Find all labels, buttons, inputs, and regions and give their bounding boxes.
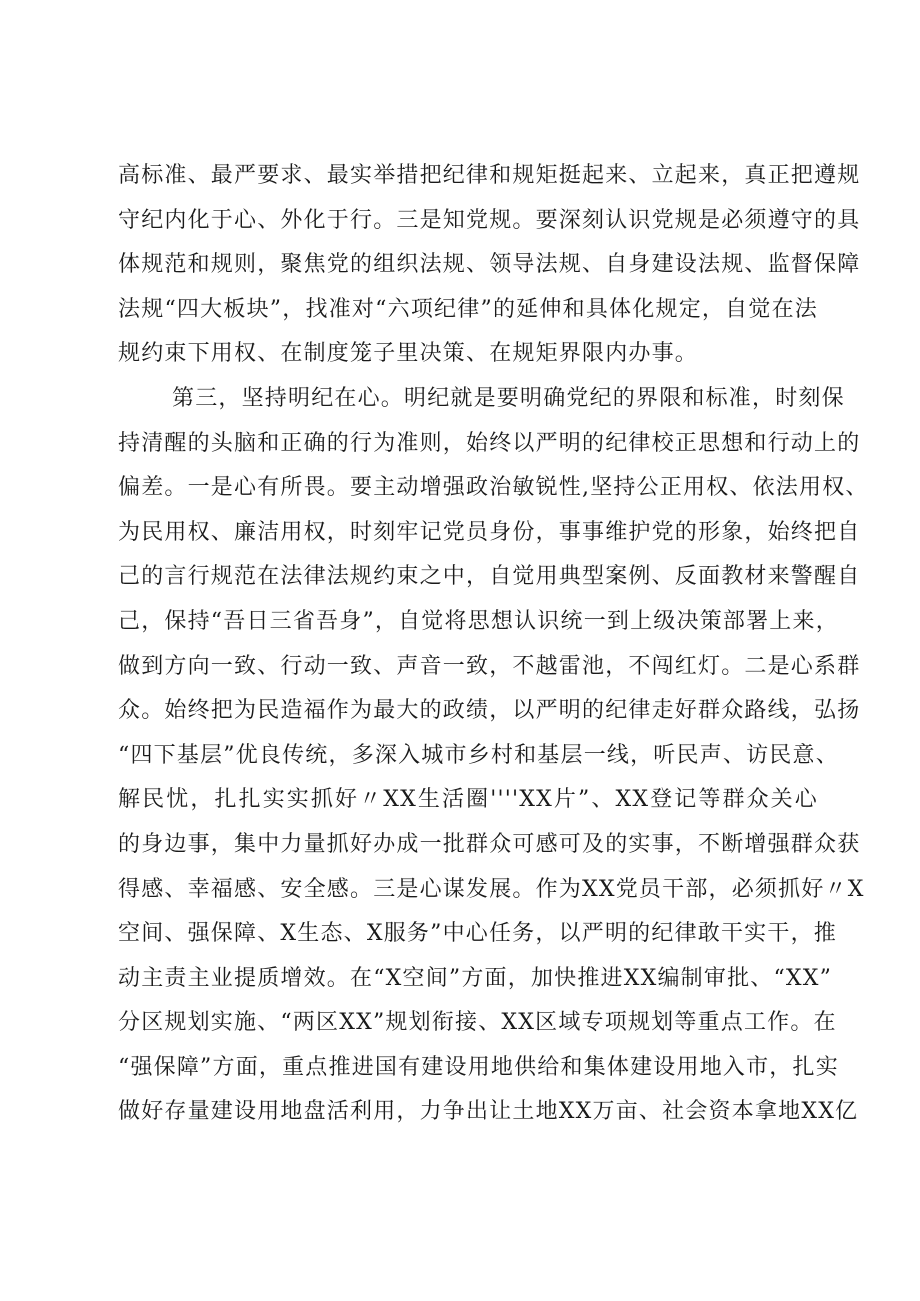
body-text [118, 154, 869, 1135]
text-line: 己，保持“吾日三省吾身”，自觉将思想认识统一到上级决策部署上来， [118, 608, 839, 634]
text-line: 众。始终把为民造福作为最大的政绩，以严明的纪律走好群众路线，弘扬 [118, 698, 861, 724]
text-line: 空间、强保障、X生态、X服务”中心任务，以严明的纪律敢干实干，推 [118, 921, 837, 947]
text-line: “四下基层”优良传统，多深入城市乡村和基层一线，听民声、访民意、 [118, 742, 839, 768]
text-line: 解民忧，扎扎实实抓好〃XX生活圈''''XX片”、XX登记等群众关心 [118, 787, 818, 813]
text-line: 动主责主业提质增效。在“X空间”方面，加快推进XX编制审批、“XX” [118, 965, 833, 991]
text-line: 己的言行规范在法律法规约束之中，自觉用典型案例、反面教材来警醒自 [118, 564, 861, 590]
text-line: 做好存量建设用地盘活利用，力争出让土地XX万亩、社会资本拿地XX亿 [118, 1099, 859, 1125]
text-line: 持清醒的头脑和正确的行为准则，始终以严明的纪律校正思想和行动上的 [118, 430, 861, 456]
text-line: 高标准、最严要求、最实举措把纪律和规矩挺起来、立起来，真正把遵规 [118, 163, 861, 188]
text-line: 分区规划实施、“两区XX”规划衔接、XX区域专项规划等重点工作。在 [118, 1010, 837, 1036]
text-line: “强保障”方面，重点推进国有建设用地供给和集体建设用地入市，扎实 [118, 1054, 839, 1080]
paragraph-start-line: 第三，坚持明纪在心。明纪就是要明确党纪的界限和标准，时刻保 [172, 385, 845, 411]
text-line: 的身边事，集中力量抓好办成一批群众可感可及的实事，不断增强群众获 [118, 831, 861, 857]
text-line: 守纪内化于心、外化于行。三是知党规。要深刻认识党规是必须遵守的具 [118, 207, 861, 233]
text-line: 偏差。一是心有所畏。要主动增强政治敏锐性,坚持公正用权、依法用权、 [118, 475, 869, 501]
text-line: 法规“四大板块”，找准对“六项纪律”的延伸和具体化规定，自觉在法 [118, 296, 818, 322]
text-line: 得感、幸福感、安全感。三是心谋发展。作为XX党员干部，必须抓好〃X [118, 876, 865, 902]
text-line: 规约束下用权、在制度笼子里决策、在规矩界限内办事。 [118, 341, 699, 367]
text-line: 为民用权、廉洁用权，时刻牢记党员身份，事事维护党的形象，始终把自 [118, 519, 861, 545]
text-line: 做到方向一致、行动一致、声音一致，不越雷池，不闯红灯。二是心系群 [118, 653, 861, 679]
text-line: 体规范和规则，聚焦党的组织法规、领导法规、自身建设法规、监督保障 [118, 252, 861, 278]
